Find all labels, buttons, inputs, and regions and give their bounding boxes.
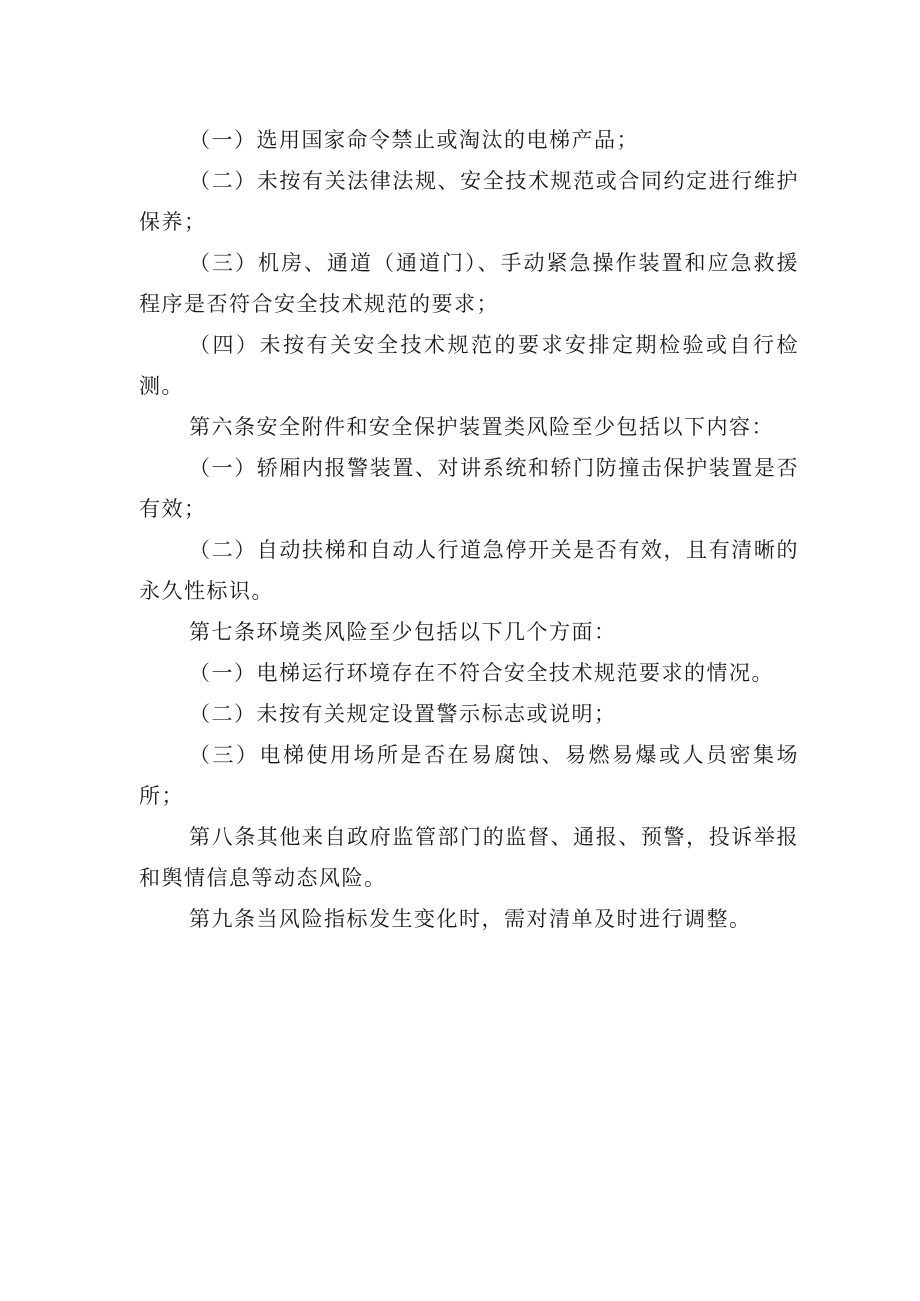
article-7-item-1: （一）电梯运行环境存在不符合安全技术规范要求的情况。 <box>189 661 774 685</box>
article-6-item-2: （二）自动扶梯和自动人行道急停开关是否有效，且有清晰的永久性标识。 <box>139 538 799 603</box>
article-6-item-1: （一）轿厢内报警装置、对讲系统和轿门防撞击保护装置是否有效； <box>139 456 799 521</box>
article-7-heading: 第七条环境类风险至少包括以下几个方面： <box>189 620 617 644</box>
item-3-machine-room: （三）机房、通道（通道门）、手动紧急操作装置和应急救援程序是否符合安全技术规范的要求； <box>139 251 799 316</box>
article-7-item-3: （三）电梯使用场所是否在易腐蚀、易燃易爆或人员密集场所； <box>139 743 799 808</box>
article-6-heading: 第六条安全附件和安全保护装置类风险至少包括以下内容： <box>189 415 774 439</box>
document-body <box>139 120 799 940</box>
article-9: 第九条当风险指标发生变化时，需对清单及时进行调整。 <box>189 907 752 931</box>
item-1-banned-products: （一）选用国家命令禁止或淘汰的电梯产品； <box>189 128 639 152</box>
item-4-inspection: （四）未按有关安全技术规范的要求安排定期检验或自行检测。 <box>139 333 799 398</box>
article-8: 第八条其他来自政府监管部门的监督、通报、预警，投诉举报和舆情信息等动态风险。 <box>139 825 799 890</box>
item-2-maintenance: （二）未按有关法律法规、安全技术规范或合同约定进行维护保养； <box>139 169 799 234</box>
article-7-item-2: （二）未按有关规定设置警示标志或说明； <box>189 702 617 726</box>
